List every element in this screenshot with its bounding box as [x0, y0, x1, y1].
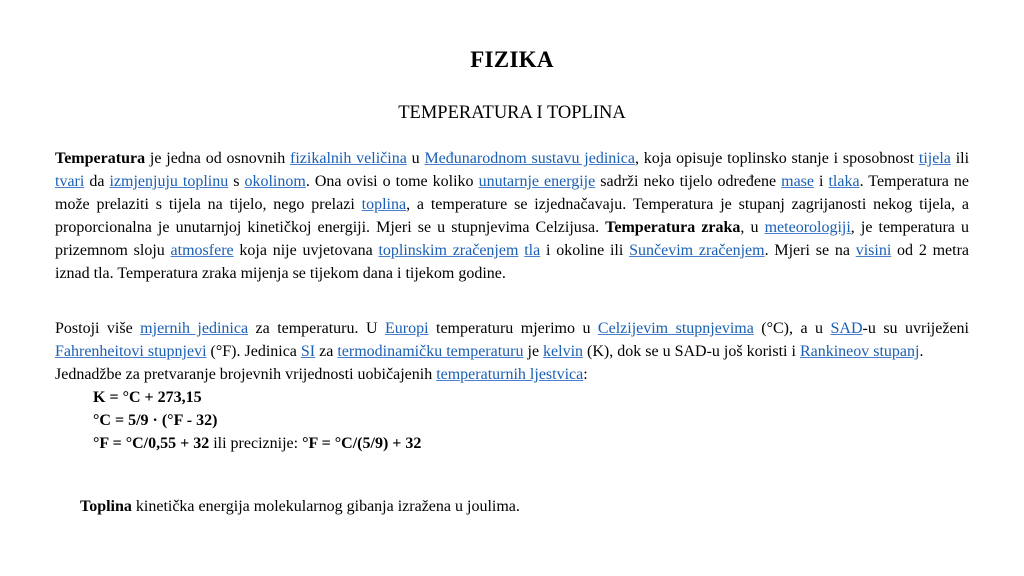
text-run: je jedna od osnovnih [145, 150, 291, 167]
text-run: koja nije uvjetovana [233, 242, 379, 259]
wiki-link[interactable]: tla [524, 242, 541, 259]
text-run: da [84, 173, 110, 190]
wiki-link[interactable]: tijela [918, 150, 951, 167]
text-run: od 2 metra iznad tla. Temperatura zraka mijenja se tijekom dana i tijekom godine. [55, 242, 970, 282]
text-run: -u su uvriježeni [862, 320, 969, 337]
text-run: sadrži neko tijelo određene [595, 173, 782, 190]
wiki-link[interactable]: Rankineov stupanj [799, 343, 920, 360]
wiki-link[interactable]: SI [300, 343, 316, 360]
text-run: i [814, 173, 829, 190]
text-run: . Temperatura ne može prelaziti s tijela na tijelo, nego prelazi [55, 173, 970, 213]
units-text [55, 317, 969, 363]
heat-definition [80, 495, 520, 518]
text-run: (°F). Jedinica [206, 343, 301, 360]
wiki-link[interactable]: Sunčevim zračenjem [629, 242, 765, 259]
formula-fahrenheit-precise: °F = °C/(5/9) + 32 [302, 435, 422, 452]
wiki-link[interactable]: fizikalnih veličina [290, 150, 407, 167]
wiki-link[interactable]: Fahrenheitovi stupnjevi [55, 343, 207, 360]
text-run: i okoline ili [540, 242, 630, 259]
page-subtitle: TEMPERATURA I TOPLINA [398, 103, 626, 123]
wiki-link[interactable]: Europi [384, 320, 429, 337]
text-run: ili [950, 150, 970, 167]
wiki-link[interactable]: atmosfere [170, 242, 234, 259]
wiki-link[interactable]: visini [855, 242, 892, 259]
wiki-link[interactable]: toplina [361, 196, 407, 213]
wiki-link[interactable]: tlaka [828, 173, 860, 190]
bold-term: Temperatura [55, 150, 146, 167]
wiki-link[interactable]: Međunarodnom sustavu jedinica [424, 150, 635, 167]
wiki-link[interactable]: kelvin [543, 343, 584, 360]
temperature-paragraph [55, 147, 969, 285]
wiki-link[interactable]: okolinom [244, 173, 306, 190]
wiki-link[interactable]: termodinamičku temperaturu [337, 343, 524, 360]
wiki-link[interactable]: toplinskim zračenjem [378, 242, 519, 259]
formula-celsius: °C = 5/9 · (°F - 32) [93, 412, 218, 429]
text-run: je [523, 343, 544, 360]
text-run: , u [740, 219, 765, 236]
heat-term: Toplina [80, 498, 132, 515]
text-run: , koja opisuje toplinsko stanje i sposobnost [634, 150, 919, 167]
units-paragraph [55, 317, 969, 455]
equations-intro [55, 363, 969, 386]
text-run: (°C), a u [753, 320, 831, 337]
text-run: . [919, 343, 924, 360]
text-run: temperaturu mjerimo u [428, 320, 598, 337]
text-run: u [406, 150, 425, 167]
text-run: za [315, 343, 338, 360]
heat-text: kinetička energija molekularnog gibanja izražena u joulima. [131, 498, 520, 515]
text-run: (K), dok se u SAD-u još koristi i [583, 343, 800, 360]
text-run: Postoji više [55, 320, 141, 337]
text-run: : [583, 366, 588, 383]
wiki-link[interactable]: mjernih jedinica [140, 320, 249, 337]
text-run: , a temperature se izjednačavaju. Temperatura je stupanj zagrijanosti nekog tijela, a proporcionalna je unutarnjoj kinetičkoj energiji. Mjeri se u stupnjevima Celzijusa. [55, 196, 970, 236]
formula-kelvin: K = °C + 273,15 [93, 389, 202, 406]
wiki-link[interactable]: meteorologiji [764, 219, 851, 236]
wiki-link[interactable]: temperaturnih ljestvica [436, 366, 584, 383]
wiki-link[interactable]: unutarnje energije [478, 173, 596, 190]
wiki-link[interactable]: Celzijevim stupnjevima [597, 320, 754, 337]
text-run: . Ona ovisi o tome koliko [305, 173, 479, 190]
formula-fahrenheit-approx: °F = °C/0,55 + 32 [93, 435, 210, 452]
bold-term: Temperatura zraka [605, 219, 741, 236]
wiki-link[interactable]: izmjenjuju toplinu [109, 173, 229, 190]
text-run: , je temperatura u prizemnom sloju [55, 219, 969, 259]
text-run: za temperaturu. U [248, 320, 385, 337]
wiki-link[interactable]: tvari [55, 173, 85, 190]
wiki-link[interactable]: mase [781, 173, 814, 190]
text-run: Jednadžbe za pretvaranje brojevnih vrijednosti uobičajenih [55, 366, 437, 383]
page-title: FIZIKA [470, 47, 554, 72]
text-run: s [228, 173, 245, 190]
wiki-link[interactable]: SAD [830, 320, 863, 337]
formula-connector: ili preciznije: [209, 435, 303, 452]
text-run: . Mjeri se na [764, 242, 856, 259]
formula-fahrenheit [55, 432, 969, 455]
